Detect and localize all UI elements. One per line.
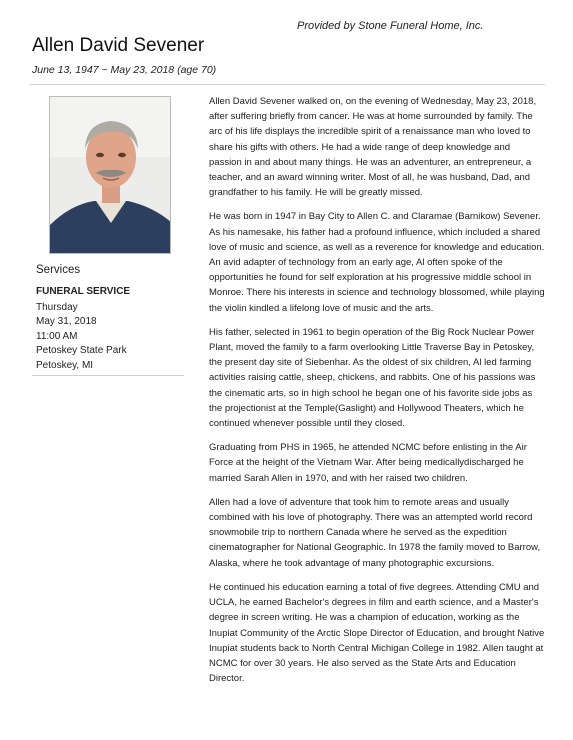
service-city: Petoskey, MI	[36, 359, 94, 371]
obituary-paragraph: Allen had a love of adventure that took him to remote areas and usually combined with his love of photography. There was an attempted world record snowmobile trip to northern Canada where he served as the expedition cinematographer for National Geographic. In 1978 the family moved to Barrow, Alaska, where he took advantage of many photographic excursions.	[209, 496, 541, 569]
services-divider	[32, 375, 184, 376]
service-day: Thursday	[36, 301, 78, 313]
obituary-paragraph: Allen David Sevener walked on, on the evening of Wednesday, May 23, 2018, after suffering briefly from cancer. He was at home surrounded by family. The arc of his life displays the incredible spirit of a renaissance man who loved to share his gifts with others. He had a wide range of deep knowledge and passion in and about many things. He was an adventurer, an entrepreneur, a teacher, and an award winning writer. Most of all, he was husband, Dad, and grandfather to his family. He will be greatly missed.	[209, 96, 537, 199]
deceased-name: Allen David Sevener	[32, 35, 205, 56]
service-time: 11:00 AM	[36, 330, 78, 342]
service-type: FUNERAL SERVICE	[36, 286, 131, 297]
service-date: May 31, 2018	[36, 316, 97, 327]
life-dates: June 13, 1947 ~ May 23, 2018 (age 70)	[32, 64, 217, 76]
obituary-text	[209, 94, 545, 695]
obituary-paragraph: His father, selected in 1961 to begin operation of the Big Rock Nuclear Power Plant, moved the family to a farm overlooking Little Traverse Bay in Petoskey, the present day site of Siebenhar. As the oldest of six children, Al led farming activities raising cattle, sheep, chickens, and rabbits. One of his passions was the cinematic arts, so in high school he began one of his favorite side jobs as the projectionist at the Temple(Gaslight) and Hollywood Theaters, which he continued whenever possible until they closed.	[209, 326, 536, 430]
obituary-paragraph: Graduating from PHS in 1965, he attended NCMC before enlisting in the Air Force at the height of the Vietnam War. After being medicallydischarged he married Sarah Allen in 1970, and with her raised two children.	[209, 442, 527, 484]
header-divider	[30, 84, 545, 85]
service-location: Petoskey State Park	[36, 345, 127, 356]
obituary-paragraph: He was born in 1947 in Bay City to Allen C. and Claramae (Barnikow) Sevener. As his namesake, his father had a profound influence, which included a shared love of music and science, as well as a reverence for knowledge and education. An avid adapter of technology from an early age, Al often spoke of the opportunities he found for self exploration at his progressive middle school in Monroe. There his interests in science and technology blossomed, while playing the violin kindled a lifelong love of music and the arts.	[209, 211, 545, 314]
funeral-service-details	[36, 285, 186, 373]
services-heading: Services	[36, 264, 81, 276]
obituary-paragraph: He continued his education earning a total of five degrees. Attending CMU and UCLA, he earned Bachelor's degrees in film and earth science, and a Master's degree in screen writing. He was a champion of education, working as the Inupiat Community of the Arctic Slope Director of Education, and brought Native Inupiat students back to North Central Michigan College in 1982. Allen taught at NCMC for over 30 years. He also served as the State Arts and Education Director.	[209, 581, 545, 685]
portrait-photo-icon	[50, 97, 171, 254]
provided-by-credit: Provided by Stone Funeral Home, Inc.	[297, 20, 484, 32]
portrait-photo	[49, 96, 171, 254]
